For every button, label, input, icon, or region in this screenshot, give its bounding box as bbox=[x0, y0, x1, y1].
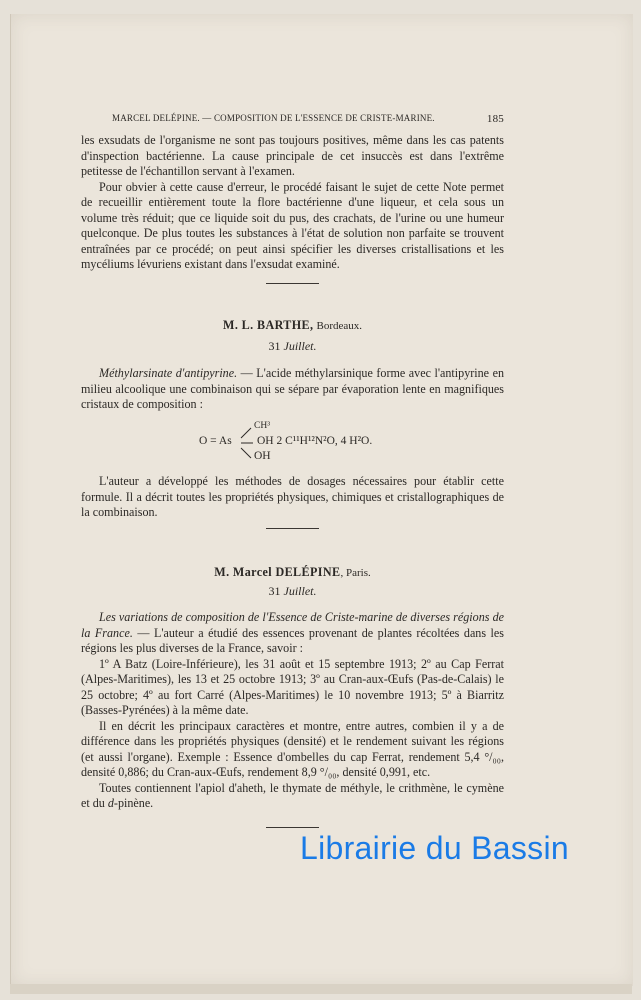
watermark: Librairie du Bassin bbox=[300, 830, 569, 866]
section-2-intro bbox=[81, 366, 504, 413]
paragraph-text: — L'auteur a étudié des essences provenant de plantes récoltées dans les régions les plus diverses de la France, savoir : bbox=[81, 625, 504, 655]
paragraph: L'auteur a développé les méthodes de dosages nécessaires pour établir cette formule. Il a décrit toutes les propriétés physiques, chimiques et cristallographiques de la combinaison. bbox=[81, 474, 504, 519]
note-title: Méthylarsinate d'antipyrine. bbox=[99, 366, 238, 380]
running-header bbox=[112, 113, 504, 125]
author-name: M. L. BARTHE, bbox=[223, 318, 314, 332]
author-heading bbox=[81, 318, 504, 333]
session-date bbox=[81, 584, 504, 599]
author-city: Bordeaux. bbox=[316, 320, 362, 332]
session-date bbox=[81, 339, 504, 354]
italic-d: d bbox=[107, 796, 114, 810]
formula-ch3: CH³ bbox=[254, 421, 271, 431]
section-divider bbox=[266, 283, 319, 284]
author-city: , Paris. bbox=[340, 567, 371, 579]
section-divider bbox=[266, 827, 319, 828]
formula-bonds bbox=[238, 424, 298, 464]
note-title: Les variations de composition de l'Essence de Criste-marine de diverses régions de la France. bbox=[81, 610, 504, 640]
paragraph-text: -pinène. bbox=[113, 796, 154, 810]
paragraph bbox=[81, 610, 504, 657]
date-month: Juillet. bbox=[283, 584, 317, 598]
date-day: 31 bbox=[268, 339, 281, 353]
paragraph: les exsudats de l'organisme ne sont pas toujours positives, même dans les cas patents d'inspection bactérienne. La cause principale de cet insuccès est dans l'extrême petitesse de l'échantillon servant à l'examen. bbox=[81, 133, 504, 178]
section-3-body bbox=[81, 610, 504, 812]
author-surname: DELÉPINE bbox=[275, 565, 341, 579]
formula-left: O = As bbox=[199, 435, 232, 447]
date-month: Juillet. bbox=[283, 339, 317, 353]
date-day: 31 bbox=[268, 584, 281, 598]
author-prefix: M. Marcel bbox=[214, 565, 276, 579]
paragraph-text: Toutes contiennent l'apiol d'aheth, le thymate de méthyle, le crithmène, le cymène et du bbox=[81, 780, 504, 810]
author-heading bbox=[81, 565, 504, 580]
section-1 bbox=[81, 133, 504, 273]
paragraph: Pour obvier à cette cause d'erreur, le procédé faisant le sujet de cette Note permet de recueillir entièrement toute la flore bactérienne d'une liqueur, et cela sous un volume très réduit; que ce liquide soit du pus, des crachats, de l'urine ou une humeur quelconque. De plus toutes les substances à l'état de solution non parfaite se trouvent entraînées par ce procédé; on peut ainsi spécifier les diverses cristallisations et les mycéliums lévuriens existant dans l'exsudat examiné. bbox=[81, 179, 504, 271]
page-number: 185 bbox=[486, 113, 504, 125]
page-edge bbox=[10, 984, 632, 994]
formula-middle: OH 2 C¹¹H¹²N²O, 4 H²O. bbox=[257, 435, 373, 447]
paragraph: 1º A Batz (Loire-Inférieure), les 31 août et 15 septembre 1913; 2º au Cap Ferrat (Alpes-Maritimes), les 13 et 25 octobre 1913; 3º au Cran-aux-Œufs (Pas-de-Calais) le 25 octobre; 4º au fort Carré (Alpes-Maritimes) le 10 novembre 1913; 5º à Biarritz (Basses-Pyrénées) à la même date. bbox=[81, 656, 504, 717]
formula-oh: OH bbox=[254, 450, 271, 462]
section-divider bbox=[266, 528, 319, 529]
running-title: MARCEL DELÉPINE. — COMPOSITION DE L'ESSENCE DE CRISTE-MARINE. bbox=[112, 113, 435, 123]
paragraph: Il en décrit les principaux caractères et montre, entre autres, combien il y a de différence dans les propriétés physiques (densité) et le rendement suivant les régions (et aussi l'organe). Exemple : Essence d'ombelles du cap Ferrat, rendement 5,4 °/₀₀, densité 0,886; du Cran-aux-Œufs, rendement 8,9 °/₀₀, densité 0,991, etc. bbox=[81, 718, 504, 779]
section-2-body bbox=[81, 474, 504, 521]
paragraph bbox=[81, 366, 504, 413]
paragraph bbox=[81, 781, 504, 812]
paragraph-text: — L'acide méthylarsinique forme avec l'antipyrine en milieu alcoolique une combinaison qui se sépare par évaporation lente en magnifiques cristaux de composition : bbox=[81, 366, 504, 411]
